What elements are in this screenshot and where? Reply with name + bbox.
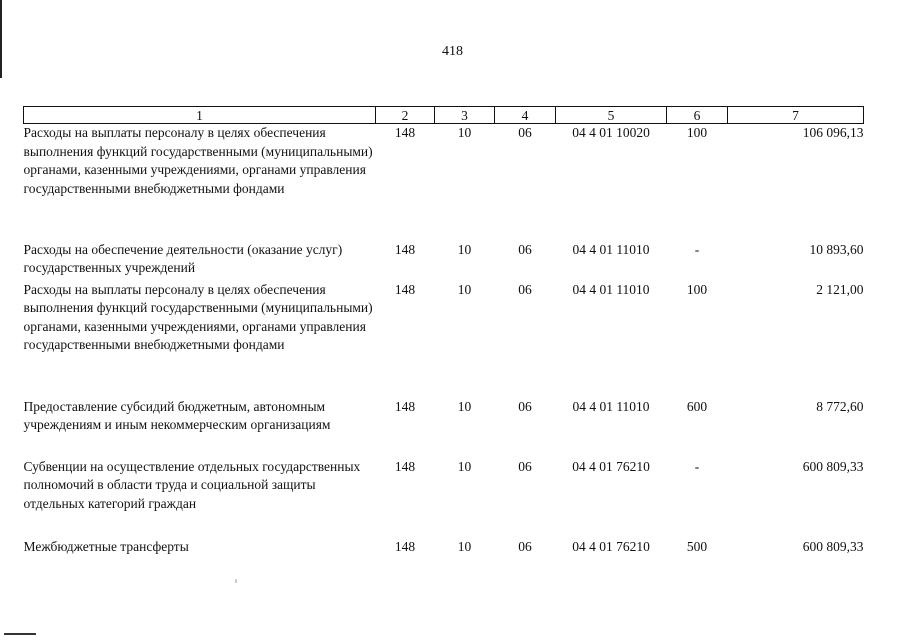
table-row [24, 281, 864, 398]
row-name: Расходы на выплаты персоналу в целях обеспечения выполнения функций государственными (муниципальными) органами, казенными учреждениями, органами управления государственными внебюджетными фондами [23, 125, 373, 196]
row-name: Межбюджетные трансферты [23, 538, 189, 554]
row-target-code: 04 4 01 11010 [572, 398, 650, 414]
row-expense-type: 100 [686, 125, 708, 140]
row-section-code: 10 [457, 398, 472, 414]
row-subsection-code: 06 [518, 125, 532, 140]
row-target-code: 04 4 01 11010 [572, 281, 650, 297]
row-section-code: 10 [457, 458, 472, 474]
row-amount: 600 809,33 [802, 538, 864, 554]
row-section-code: 10 [457, 241, 472, 257]
row-subsection-code: 06 [518, 281, 532, 297]
row-target-code: 04 4 01 10020 [572, 125, 650, 140]
row-target-code: 04 4 01 11010 [572, 241, 650, 257]
row-expense-type: - [694, 241, 700, 257]
table-row [24, 458, 864, 538]
row-amount: 8 772,60 [816, 398, 864, 414]
table-row [24, 538, 864, 560]
column-header-6: 6 [667, 107, 728, 124]
row-subsection-code: 06 [518, 241, 532, 257]
column-header-1: 1 [24, 107, 376, 124]
row-name: Субвенции на осуществление отдельных государственных полномочий в области труда и социальной защиты отдельных категорий граждан [23, 458, 361, 511]
row-ministry-code: 148 [394, 458, 416, 474]
row-target-code: 04 4 01 76210 [572, 538, 650, 554]
column-header-2: 2 [376, 107, 435, 124]
scan-bottom-mark [4, 633, 36, 635]
scan-edge-line [0, 0, 2, 78]
scan-artifact [235, 579, 237, 583]
row-subsection-code: 06 [518, 398, 532, 414]
table-row [24, 124, 864, 241]
row-amount: 600 809,33 [802, 458, 864, 474]
column-header-4: 4 [495, 107, 556, 124]
table-row [24, 241, 864, 281]
row-ministry-code: 148 [394, 125, 416, 140]
row-expense-type: - [694, 458, 700, 474]
row-amount: 106 096,13 [802, 125, 864, 140]
row-target-code: 04 4 01 76210 [572, 458, 650, 474]
row-ministry-code: 148 [394, 398, 416, 414]
row-ministry-code: 148 [394, 538, 416, 554]
row-subsection-code: 06 [518, 538, 532, 554]
table-header-row [24, 107, 864, 124]
column-header-3: 3 [435, 107, 495, 124]
row-name: Расходы на обеспечение деятельности (оказание услуг) государственных учреждений [23, 241, 343, 275]
row-section-code: 10 [457, 281, 472, 297]
column-header-7: 7 [728, 107, 864, 124]
row-section-code: 10 [457, 538, 472, 554]
page-number: 418 [442, 44, 463, 59]
row-section-code: 10 [457, 125, 472, 140]
row-subsection-code: 06 [518, 458, 532, 474]
row-ministry-code: 148 [394, 281, 416, 297]
column-header-5: 5 [556, 107, 667, 124]
row-expense-type: 600 [686, 398, 708, 414]
row-name: Расходы на выплаты персоналу в целях обеспечения выполнения функций государственными (муниципальными) органами, казенными учреждениями, органами управления государственными внебюджетными фондами [23, 281, 373, 352]
row-ministry-code: 148 [394, 241, 416, 257]
table-row [24, 398, 864, 458]
budget-table [23, 106, 864, 560]
row-amount: 2 121,00 [816, 281, 864, 297]
row-name: Предоставление субсидий бюджетным, автономным учреждениям и иным некоммерческим организациям [23, 398, 331, 432]
row-amount: 10 893,60 [809, 241, 864, 257]
row-expense-type: 100 [686, 281, 708, 297]
row-expense-type: 500 [686, 538, 708, 554]
